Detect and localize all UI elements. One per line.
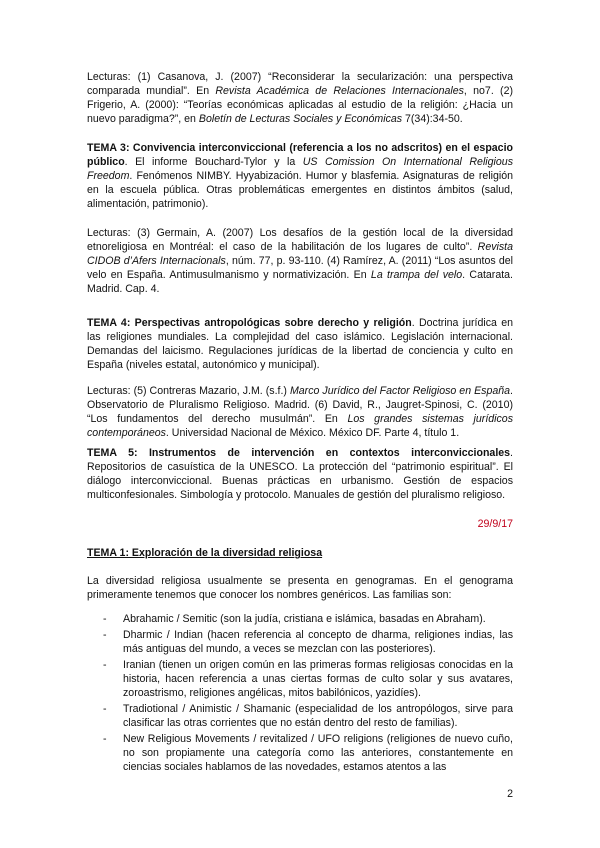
list-dash: - xyxy=(103,733,107,745)
tema-4-text: . Doctrina jurídica en las religiones mundiales. La complejidad del caso islámico. Legislación internacional. Demandas del laicismo. Regulaciones jurídicas de la libertad de conciencia y culto en España (niveles estatal, autonómico y municipal). xyxy=(87,317,514,371)
list-dash: - xyxy=(103,613,107,625)
section-title: TEMA 1: Exploración de la diversidad religiosa xyxy=(87,547,323,559)
list-dash: - xyxy=(103,703,107,715)
readings-1-text: 7(34):34-50. xyxy=(402,113,463,125)
tema-3-title: TEMA 3: Convivencia interconviccional (referencia a los no adscritos) en el espacio público xyxy=(87,142,513,168)
list-item xyxy=(87,628,513,656)
readings-5-text: . Universidad Nacional de México. México DF. Parte 4, título 1. xyxy=(165,427,460,439)
page-number: 2 xyxy=(507,788,513,800)
religion-families-list xyxy=(87,612,513,776)
list-item xyxy=(87,658,513,700)
readings-1-text: Lecturas: (1) Casanova, J. (2007) “Reconsiderar la secularización: una perspectiva comparada mundial”. En xyxy=(87,71,513,97)
list-dash: - xyxy=(103,659,107,671)
readings-5-text: . Observatorio de Pluralismo Religioso. Madrid. (6) David, R., Jaugret-Spinosi, C. (2010) “Los fundamentos del derecho musulmán”. En xyxy=(87,385,513,425)
tema-4-paragraph xyxy=(87,316,513,372)
list-item-text: Abrahamic / Semitic (son la judía, cristiana e islámica, basadas en Abraham). xyxy=(123,613,486,625)
list-item-text: Dharmic / Indian (hacen referencia al concepto de dharma, religiones indias, las más antiguas del mundo, a veces se mezclan con las posteriores). xyxy=(123,629,513,655)
journal-title: Revista CIDOB d’Afers Internacionals xyxy=(87,241,513,267)
readings-3-text: Lecturas: (3) Germain, A. (2007) Los desafíos de la gestión local de la diversidad etnoreligiosa en Montréal: el caso de la habilitación de los lugares de culto”. xyxy=(87,227,513,253)
tema-3-text: . El informe Bouchard-Tylor y la xyxy=(124,156,303,168)
list-dash: - xyxy=(103,629,107,641)
readings-1-text: , no7. (2) Frigerio, A. (2000): “Teorías económicas aplicadas al estudio de la religión: ¿Hacia un nuevo paradigma?”, en xyxy=(87,85,514,125)
readings-3-paragraph xyxy=(87,226,513,296)
tema-3-paragraph xyxy=(87,141,513,211)
list-item xyxy=(87,702,513,730)
readings-1-paragraph xyxy=(87,70,513,126)
book-title: Marco Jurídico del Factor Religioso en España xyxy=(289,385,511,397)
intro-paragraph: La diversidad religiosa usualmente se presenta en genogramas. En el genograma primeramente tenemos que conocer los nombres genéricos. Las familias son: xyxy=(87,575,513,601)
list-item-text: New Religious Movements / revitalized / UFO religions (religiones de nuevo cuño, no son propiamente una categoría como las anteriores, constantemente en ciencias sociales hablamos de las novedades, estamos atentos a las xyxy=(123,733,513,773)
tema-5-text: . Repositorios de casuística de la UNESCO. La protección del “patrimonio espiritual”. El diálogo interconviccional. Buenas prácticas en urbanismo. Gestión de espacios multiconfesionales. Simbología y protocolo. Manuales de gestión del pluralismo religioso. xyxy=(87,447,513,501)
book-title: La trampa del velo xyxy=(370,269,463,281)
tema-5-paragraph xyxy=(87,446,513,502)
readings-5-text: Lecturas: (5) Contreras Mazario, J.M. (s.f.) xyxy=(87,385,290,397)
journal-title: Revista Académica de Relaciones Internacionales xyxy=(215,85,464,97)
list-item-text: Tradiotional / Animistic / Shamanic (especialidad de los antropólogos, sirve para clasificar las otras corrientes que no están dentro del resto de familias). xyxy=(123,703,513,729)
list-item-text: Iranian (tienen un origen común en las primeras formas religiosas conocidas en la historia, hacen referencia a unas ciertas formas de culto solar y sus avatares, zoroastrismo, religiones angélicas, mitos babilónicos, yazidíes). xyxy=(123,659,513,699)
book-title: Los grandes sistemas jurídicos contemporáneos xyxy=(87,413,513,439)
list-item xyxy=(87,732,513,774)
tema-5-title: TEMA 5: Instrumentos de intervención en contextos interconviccionales xyxy=(87,447,511,459)
list-item xyxy=(87,612,513,626)
date-label: 29/9/17 xyxy=(477,518,513,530)
tema-3-text: . Fenómenos NIMBY. Hyyabización. Humor y blasfemia. Asignaturas de religión en la escuela pública. Otras problemáticas emergentes en distintos ámbitos (salud, alimentación, patrimonio). xyxy=(87,170,513,210)
tema-4-title: TEMA 4: Perspectivas antropológicas sobre derecho y religión xyxy=(87,317,412,329)
readings-5-paragraph xyxy=(87,384,513,440)
tema-3-italic: US Comission On International Religious Freedom xyxy=(87,156,513,182)
readings-3-text: , núm. 77, p. 93-110. (4) Ramírez, A. (2011) “Los asuntos del velo en España. Antimusulmanismo y normativización. En xyxy=(87,255,513,281)
readings-3-text: . Catarata. Madrid. Cap. 4. xyxy=(87,269,513,295)
journal-title: Boletín de Lecturas Sociales y Económicas xyxy=(198,113,403,125)
